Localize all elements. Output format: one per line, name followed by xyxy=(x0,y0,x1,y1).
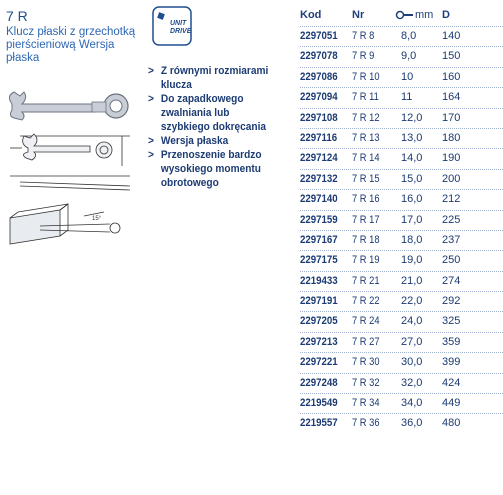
cell-kod: 2219557 xyxy=(300,417,338,430)
cell-nr: 7 R 13 xyxy=(352,131,380,144)
cell-kod: 2297248 xyxy=(300,376,338,389)
chevron-right-icon: > xyxy=(148,135,154,147)
table-row xyxy=(300,108,503,128)
wrench-size-icon xyxy=(395,10,415,20)
cell-mm: 14,0 xyxy=(401,152,423,165)
table-row xyxy=(300,291,503,311)
table-row xyxy=(300,189,503,209)
cell-kod: 2297213 xyxy=(300,335,338,348)
product-table xyxy=(300,26,503,434)
table-row xyxy=(300,393,503,413)
cell-nr: 7 R 10 xyxy=(352,70,380,83)
technical-drawing xyxy=(10,134,130,190)
chevron-right-icon: > xyxy=(148,149,154,161)
cell-kod: 2297051 xyxy=(300,30,338,42)
cell-d: 164 xyxy=(442,91,461,104)
cell-d: 359 xyxy=(442,335,461,348)
table-row xyxy=(300,46,503,66)
cell-d: 225 xyxy=(442,213,461,226)
table-row xyxy=(300,210,503,230)
table-row xyxy=(300,413,503,433)
feature-item xyxy=(148,148,277,190)
angle-label: 15° xyxy=(92,216,102,222)
cell-mm: 22,0 xyxy=(401,295,423,308)
cell-d: 250 xyxy=(442,254,461,267)
cell-nr: 7 R 19 xyxy=(352,254,380,267)
cell-nr: 7 R 21 xyxy=(352,274,380,287)
cell-kod: 2297167 xyxy=(300,233,338,246)
cell-kod: 2297221 xyxy=(300,356,338,369)
cell-kod: 2297078 xyxy=(300,50,338,63)
chevron-right-icon: > xyxy=(148,65,154,77)
cell-d: 150 xyxy=(442,50,461,63)
cell-mm: 27,0 xyxy=(401,335,423,348)
cell-kod: 2297159 xyxy=(300,213,338,226)
cell-kod: 2297205 xyxy=(300,315,338,328)
product-subtitle: Klucz płaski z grzechotką pierścieniową Wersja płaska xyxy=(6,26,136,64)
table-row xyxy=(300,26,503,46)
cell-d: 449 xyxy=(442,397,461,410)
cell-d: 424 xyxy=(442,376,461,389)
cell-mm: 21,0 xyxy=(401,274,423,287)
cell-kod: 2219549 xyxy=(300,397,338,410)
cell-d: 325 xyxy=(442,315,461,328)
cell-mm: 17,0 xyxy=(401,213,423,226)
cell-kod: 2297140 xyxy=(300,193,338,206)
cell-mm: 34,0 xyxy=(401,397,423,410)
header-nr: Nr xyxy=(352,9,365,21)
product-title: 7 R xyxy=(6,8,28,24)
cell-d: 200 xyxy=(442,172,461,185)
cell-d: 140 xyxy=(442,30,461,42)
cell-d: 274 xyxy=(442,274,461,287)
cell-mm: 36,0 xyxy=(401,417,423,430)
cell-nr: 7 R 36 xyxy=(352,417,380,430)
cell-mm: 13,0 xyxy=(401,131,423,144)
feature-text: Do zapadkowego zwalniania lub szybkiego dokręcania xyxy=(160,93,267,133)
cell-d: 237 xyxy=(442,233,461,246)
cell-kod: 2219433 xyxy=(300,274,338,287)
table-row xyxy=(300,230,503,250)
cell-nr: 7 R 24 xyxy=(352,315,380,328)
feature-item xyxy=(148,92,277,134)
table-row xyxy=(300,271,503,291)
cell-nr: 7 R 9 xyxy=(352,50,375,63)
cell-d: 399 xyxy=(442,356,461,369)
table-header xyxy=(300,9,503,25)
header-mm xyxy=(395,9,433,21)
wrench-illustration xyxy=(9,92,128,120)
table-row xyxy=(300,87,503,107)
header-mm-label: mm xyxy=(415,9,434,21)
table-row xyxy=(300,373,503,393)
table-row xyxy=(300,332,503,352)
cell-nr: 7 R 14 xyxy=(352,152,380,165)
cell-d: 292 xyxy=(442,295,461,308)
table-row xyxy=(300,169,503,189)
cell-nr: 7 R 17 xyxy=(352,213,380,226)
cell-d: 480 xyxy=(442,417,461,430)
cell-nr: 7 R 18 xyxy=(352,233,380,246)
cell-nr: 7 R 16 xyxy=(352,193,380,206)
cell-mm: 15,0 xyxy=(401,172,423,185)
table-row xyxy=(300,128,503,148)
chevron-right-icon: > xyxy=(148,93,154,105)
table-row xyxy=(300,148,503,168)
cell-nr: 7 R 30 xyxy=(352,356,380,369)
cell-mm: 30,0 xyxy=(401,356,423,369)
cell-nr: 7 R 32 xyxy=(352,376,380,389)
cell-kod: 2297175 xyxy=(300,254,338,267)
cell-nr: 7 R 34 xyxy=(352,397,380,410)
feature-list xyxy=(148,64,288,190)
cell-kod: 2297094 xyxy=(300,91,338,104)
cell-mm: 24,0 xyxy=(401,315,423,328)
cell-mm: 16,0 xyxy=(401,193,423,206)
badge-bottom-text: DRIVE xyxy=(170,28,192,35)
cell-d: 160 xyxy=(442,70,461,83)
cell-d: 212 xyxy=(442,193,461,206)
cell-kod: 2297108 xyxy=(300,111,338,124)
header-d: D xyxy=(442,9,450,21)
cell-kod: 2297086 xyxy=(300,70,338,83)
feature-item xyxy=(148,134,277,148)
badge-top-text: UNIT xyxy=(170,20,187,27)
wrench-drawings xyxy=(0,86,145,266)
cell-nr: 7 R 11 xyxy=(352,91,379,104)
cell-mm: 32,0 xyxy=(401,376,423,389)
cell-kod: 2297191 xyxy=(300,295,338,308)
unit-drive-badge-icon xyxy=(152,6,192,46)
cell-mm: 8,0 xyxy=(401,30,417,42)
cell-mm: 10 xyxy=(401,70,414,83)
feature-item xyxy=(148,64,277,92)
tray-drawing xyxy=(10,204,120,244)
cell-mm: 18,0 xyxy=(401,233,423,246)
cell-d: 170 xyxy=(442,111,461,124)
cell-nr: 7 R 12 xyxy=(352,111,380,124)
cell-mm: 12,0 xyxy=(401,111,423,124)
cell-d: 180 xyxy=(442,131,461,144)
cell-mm: 11 xyxy=(401,91,413,104)
cell-kod: 2297124 xyxy=(300,152,338,165)
header-kod: Kod xyxy=(300,9,322,21)
cell-mm: 19,0 xyxy=(401,254,423,267)
feature-text: Wersja płaska xyxy=(160,135,229,147)
table-row xyxy=(300,352,503,372)
cell-nr: 7 R 15 xyxy=(352,172,380,185)
table-row xyxy=(300,250,503,270)
table-row xyxy=(300,311,503,331)
cell-nr: 7 R 27 xyxy=(352,335,380,348)
feature-text: Z równymi rozmiarami klucza xyxy=(160,65,269,91)
cell-nr: 7 R 22 xyxy=(352,295,380,308)
table-row xyxy=(300,67,503,87)
cell-kod: 2297132 xyxy=(300,172,338,185)
cell-kod: 2297116 xyxy=(300,131,338,144)
cell-nr: 7 R 8 xyxy=(352,30,375,42)
cell-d: 190 xyxy=(442,152,461,165)
feature-text: Przenoszenie bardzo wysokiego momentu obrotowego xyxy=(160,149,262,189)
cell-mm: 9,0 xyxy=(401,50,417,63)
